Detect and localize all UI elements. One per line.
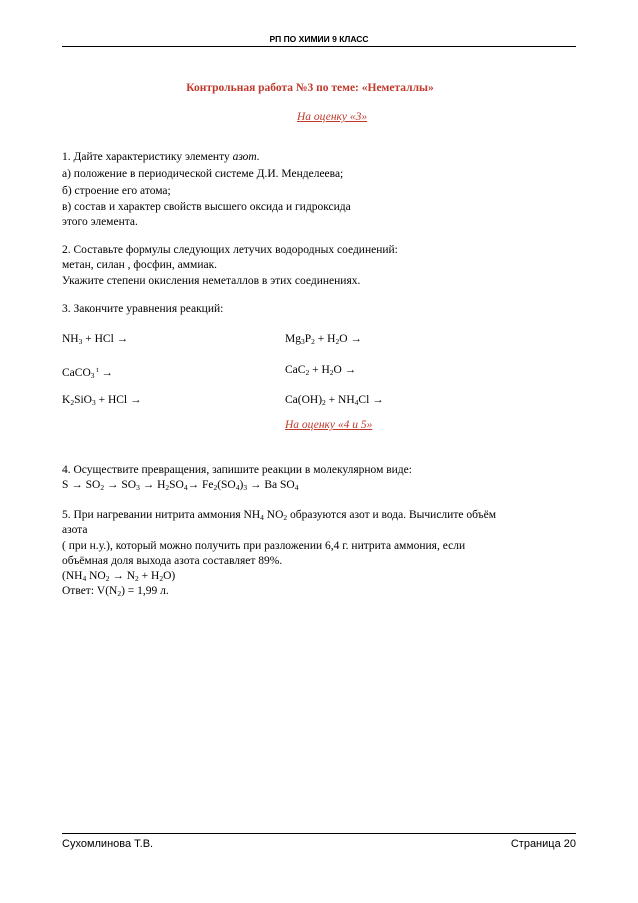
reaction-k2sio3: $K_2SiO_3$ + HCl → (62, 394, 142, 407)
q5-line-2: азота (62, 524, 88, 536)
q3-lead: 3. Закончите уравнения реакций: (62, 303, 224, 315)
grade-4-5-heading: На оценку «4 и 5» (285, 419, 373, 431)
header-rule (62, 46, 576, 47)
reaction-mg3p2: $Mg_3P_2 + H_2O$ → (285, 333, 362, 346)
q5-equation: ($NH_4$ $NO_2 \to N_2 + H_2O$) (62, 570, 176, 583)
grade-3-heading: На оценку «3» (297, 111, 368, 123)
q5-line-1: 5. При нагревании нитрита аммония $NH_4$ $NO_2$ образуются азот и вода. Вычислите объём (62, 509, 496, 522)
q1-b: б) строение его атома; (62, 185, 171, 197)
q1-a: а) положение в периодической системе Д.И. Менделеева; (62, 168, 344, 180)
footer-page-number: Страница 20 (510, 838, 576, 850)
q5-line-3: ( при н.у.), который можно получить при разложении 6,4 г. нитрита аммония, если (62, 540, 466, 552)
q1-c: в) состав и характер свойств высшего оксида и гидроксида (62, 201, 351, 213)
q4-lead: 4. Осуществите превращения, запишите реакции в молекулярном виде: (62, 464, 412, 476)
page-header: РП ПО ХИМИИ 9 КЛАСС (269, 34, 369, 44)
reaction-row-3 (62, 393, 576, 410)
q1-element: азот. (232, 151, 260, 163)
reaction-row-1 (62, 332, 576, 349)
footer-rule (62, 833, 576, 834)
reaction-cac2: $CaC_2 + H_2O$ → (285, 364, 357, 377)
reaction-caoh2: $Ca(OH)_2 + NH_4Cl$ → (285, 394, 384, 407)
reaction-nh3: $NH_3$ + HCl → (62, 333, 129, 346)
q2-lead: 2. Составьте формулы следующих летучих водородных соединений: (62, 244, 398, 256)
footer-author: Сухомлинова Т.В. (62, 838, 154, 850)
q5-line-4: объёмная доля выхода азота составляет 89%. (62, 555, 283, 567)
reaction-caco3: CaCO$_3$ $^t$ → (62, 365, 113, 380)
reaction-row-2 (62, 363, 576, 383)
q4-chain: $S \to SO_2 \to SO_3 \to H_2SO_4\to Fe_2(SO_4)_3 \to Ba$ $SO_4$ (62, 479, 299, 492)
test-title: Контрольная работа №3 по теме: «Неметаллы» (186, 82, 434, 94)
q2-list: метан, силан , фосфин, аммиак. (62, 259, 218, 271)
q1-d: этого элемента. (62, 216, 138, 228)
q5-answer: Ответ: $V(N_2) = 1,99$ л. (62, 585, 169, 598)
q1-lead: 1. Дайте характеристику элементу азот. (62, 151, 260, 163)
q2-note: Укажите степени окисления неметаллов в этих соединениях. (62, 275, 361, 287)
